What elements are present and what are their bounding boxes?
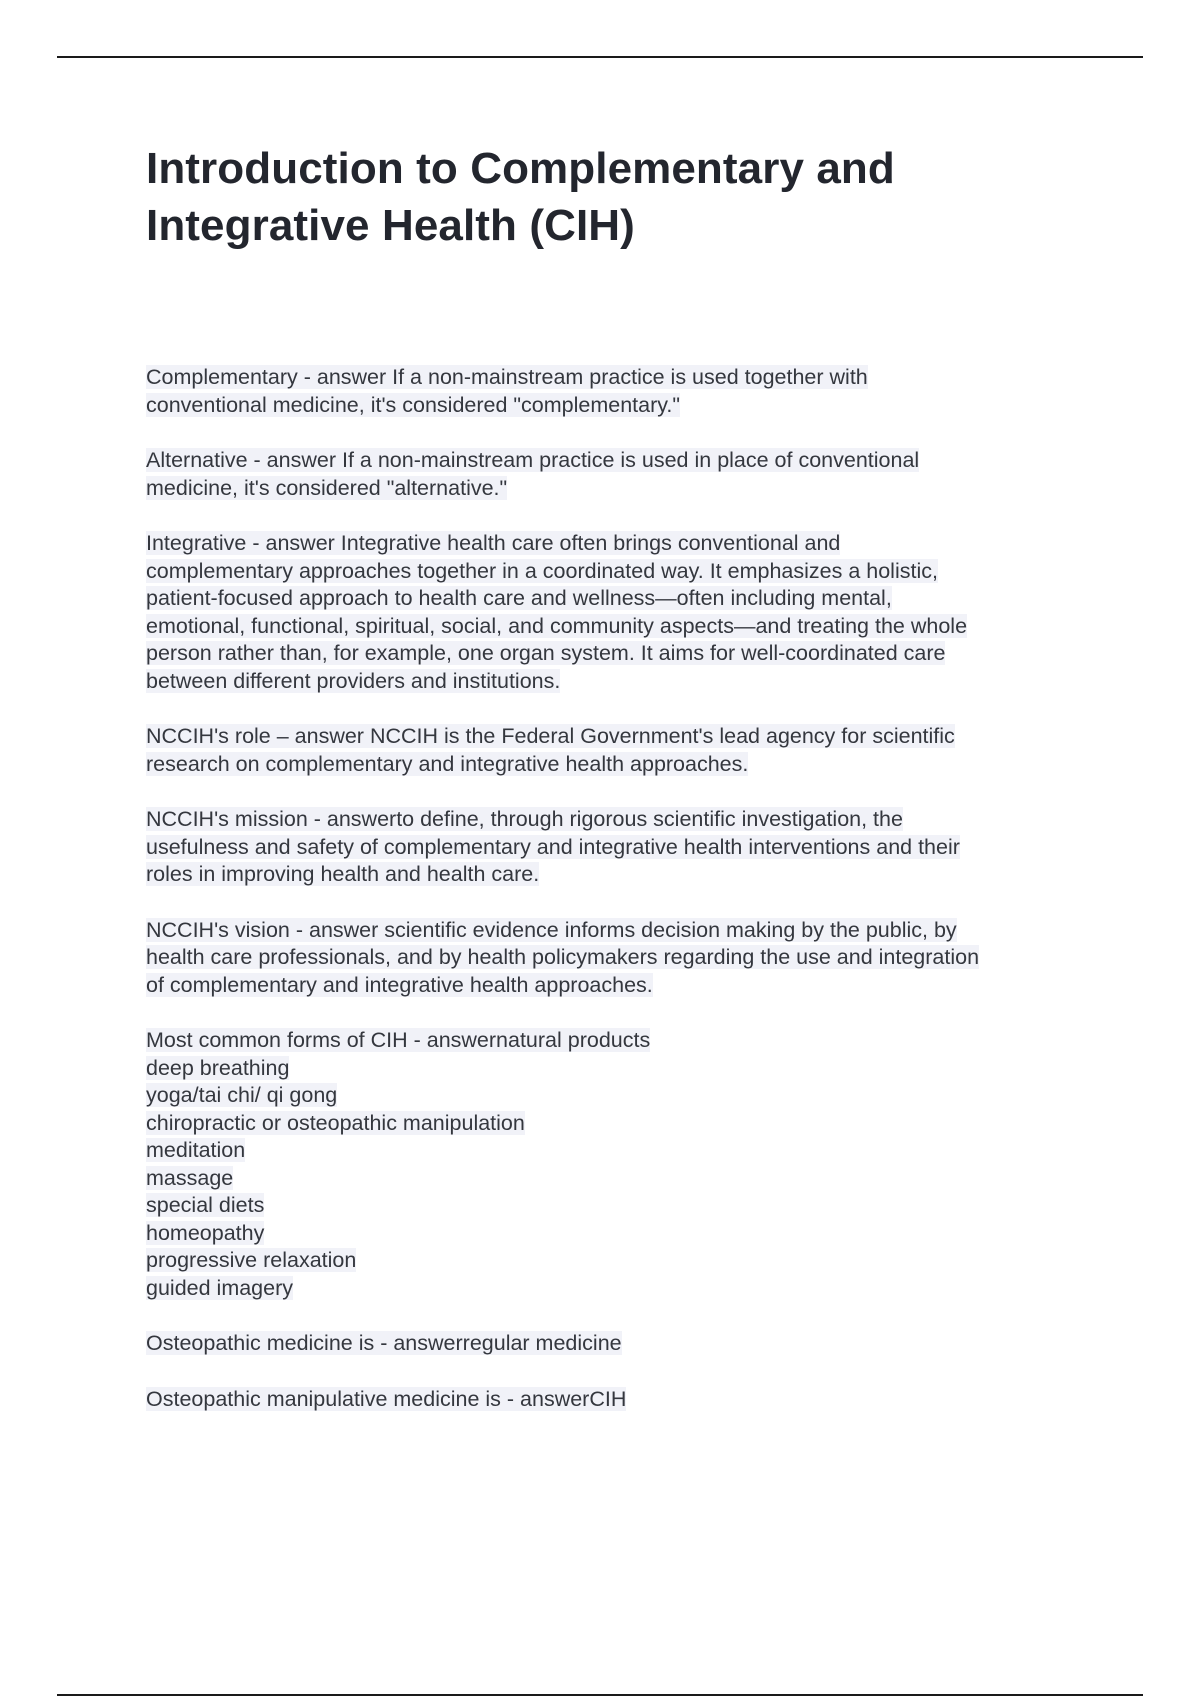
entry-line: complementary approaches together in a coordinated way. It emphasizes a holistic, (146, 558, 938, 583)
entry-line: conventional medicine, it's considered "complementary." (146, 392, 681, 417)
flashcard-nccih-role (146, 723, 1106, 778)
title-line: Introduction to Complementary and (146, 144, 895, 193)
entry-line: NCCIH's vision - answer scientific evidence informs decision making by the public, by (146, 917, 957, 942)
entry-line: Osteopathic medicine is - answerregular medicine (146, 1331, 622, 1355)
flashcard-nccih-mission (146, 806, 1106, 889)
entry-line: NCCIH's role – answer NCCIH is the Federal Government's lead agency for scientific (146, 724, 955, 748)
entry-line: massage (146, 1165, 234, 1190)
entry-line: patient-focused approach to health care and wellness—often including mental, (146, 586, 892, 610)
top-rule (57, 56, 1143, 58)
title-line: Integrative Health (CIH) (146, 201, 635, 250)
flashcard-nccih-vision (146, 917, 1106, 1000)
entry-line: research on complementary and integrative health approaches. (146, 751, 749, 776)
entry-line: deep breathing (146, 1055, 290, 1080)
entry-line: usefulness and safety of complementary and integrative health interventions and their (146, 834, 960, 859)
entry-line: Alternative - answer If a non-mainstream practice is used in place of conventional (146, 448, 920, 472)
entry-line: medicine, it's considered "alternative." (146, 475, 508, 500)
entry-line: between different providers and institutions. (146, 668, 561, 693)
entry-line: of complementary and integrative health approaches. (146, 972, 653, 997)
entry-line: chiropractic or osteopathic manipulation (146, 1110, 525, 1135)
flashcard-alternative (146, 447, 1106, 502)
flashcard-complementary (146, 364, 1106, 419)
flashcard-common-forms (146, 1027, 1106, 1302)
entry-line: meditation (146, 1138, 246, 1162)
document-body (146, 140, 1106, 1441)
entry-line: roles in improving health and health care. (146, 862, 540, 886)
entry-line: NCCIH's mission - answerto define, through rigorous scientific investigation, the (146, 807, 903, 831)
flashcard-list (146, 364, 1106, 1413)
entry-line: guided imagery (146, 1275, 294, 1300)
entry-line: health care professionals, and by health policymakers regarding the use and integration (146, 945, 980, 969)
entry-line: progressive relaxation (146, 1248, 357, 1272)
entry-line: yoga/tai chi/ qi gong (146, 1083, 338, 1107)
flashcard-osteopathic-manipulative (146, 1386, 1106, 1414)
entry-line: emotional, functional, spiritual, social, and community aspects—and treating the whole (146, 613, 968, 638)
entry-line: special diets (146, 1193, 265, 1217)
flashcard-osteopathic-medicine (146, 1330, 1106, 1358)
entry-line: Most common forms of CIH - answernatural products (146, 1028, 651, 1052)
entry-line: Osteopathic manipulative medicine is - answerCIH (146, 1386, 627, 1411)
entry-line: Complementary - answer If a non-mainstream practice is used together with (146, 365, 868, 389)
entry-line: person rather than, for example, one organ system. It aims for well-coordinated care (146, 641, 946, 665)
bottom-rule (57, 1694, 1143, 1696)
entry-line: homeopathy (146, 1220, 265, 1245)
flashcard-integrative (146, 530, 1106, 695)
entry-line: Integrative - answer Integrative health care often brings conventional and (146, 531, 841, 555)
page-title (146, 140, 1106, 254)
